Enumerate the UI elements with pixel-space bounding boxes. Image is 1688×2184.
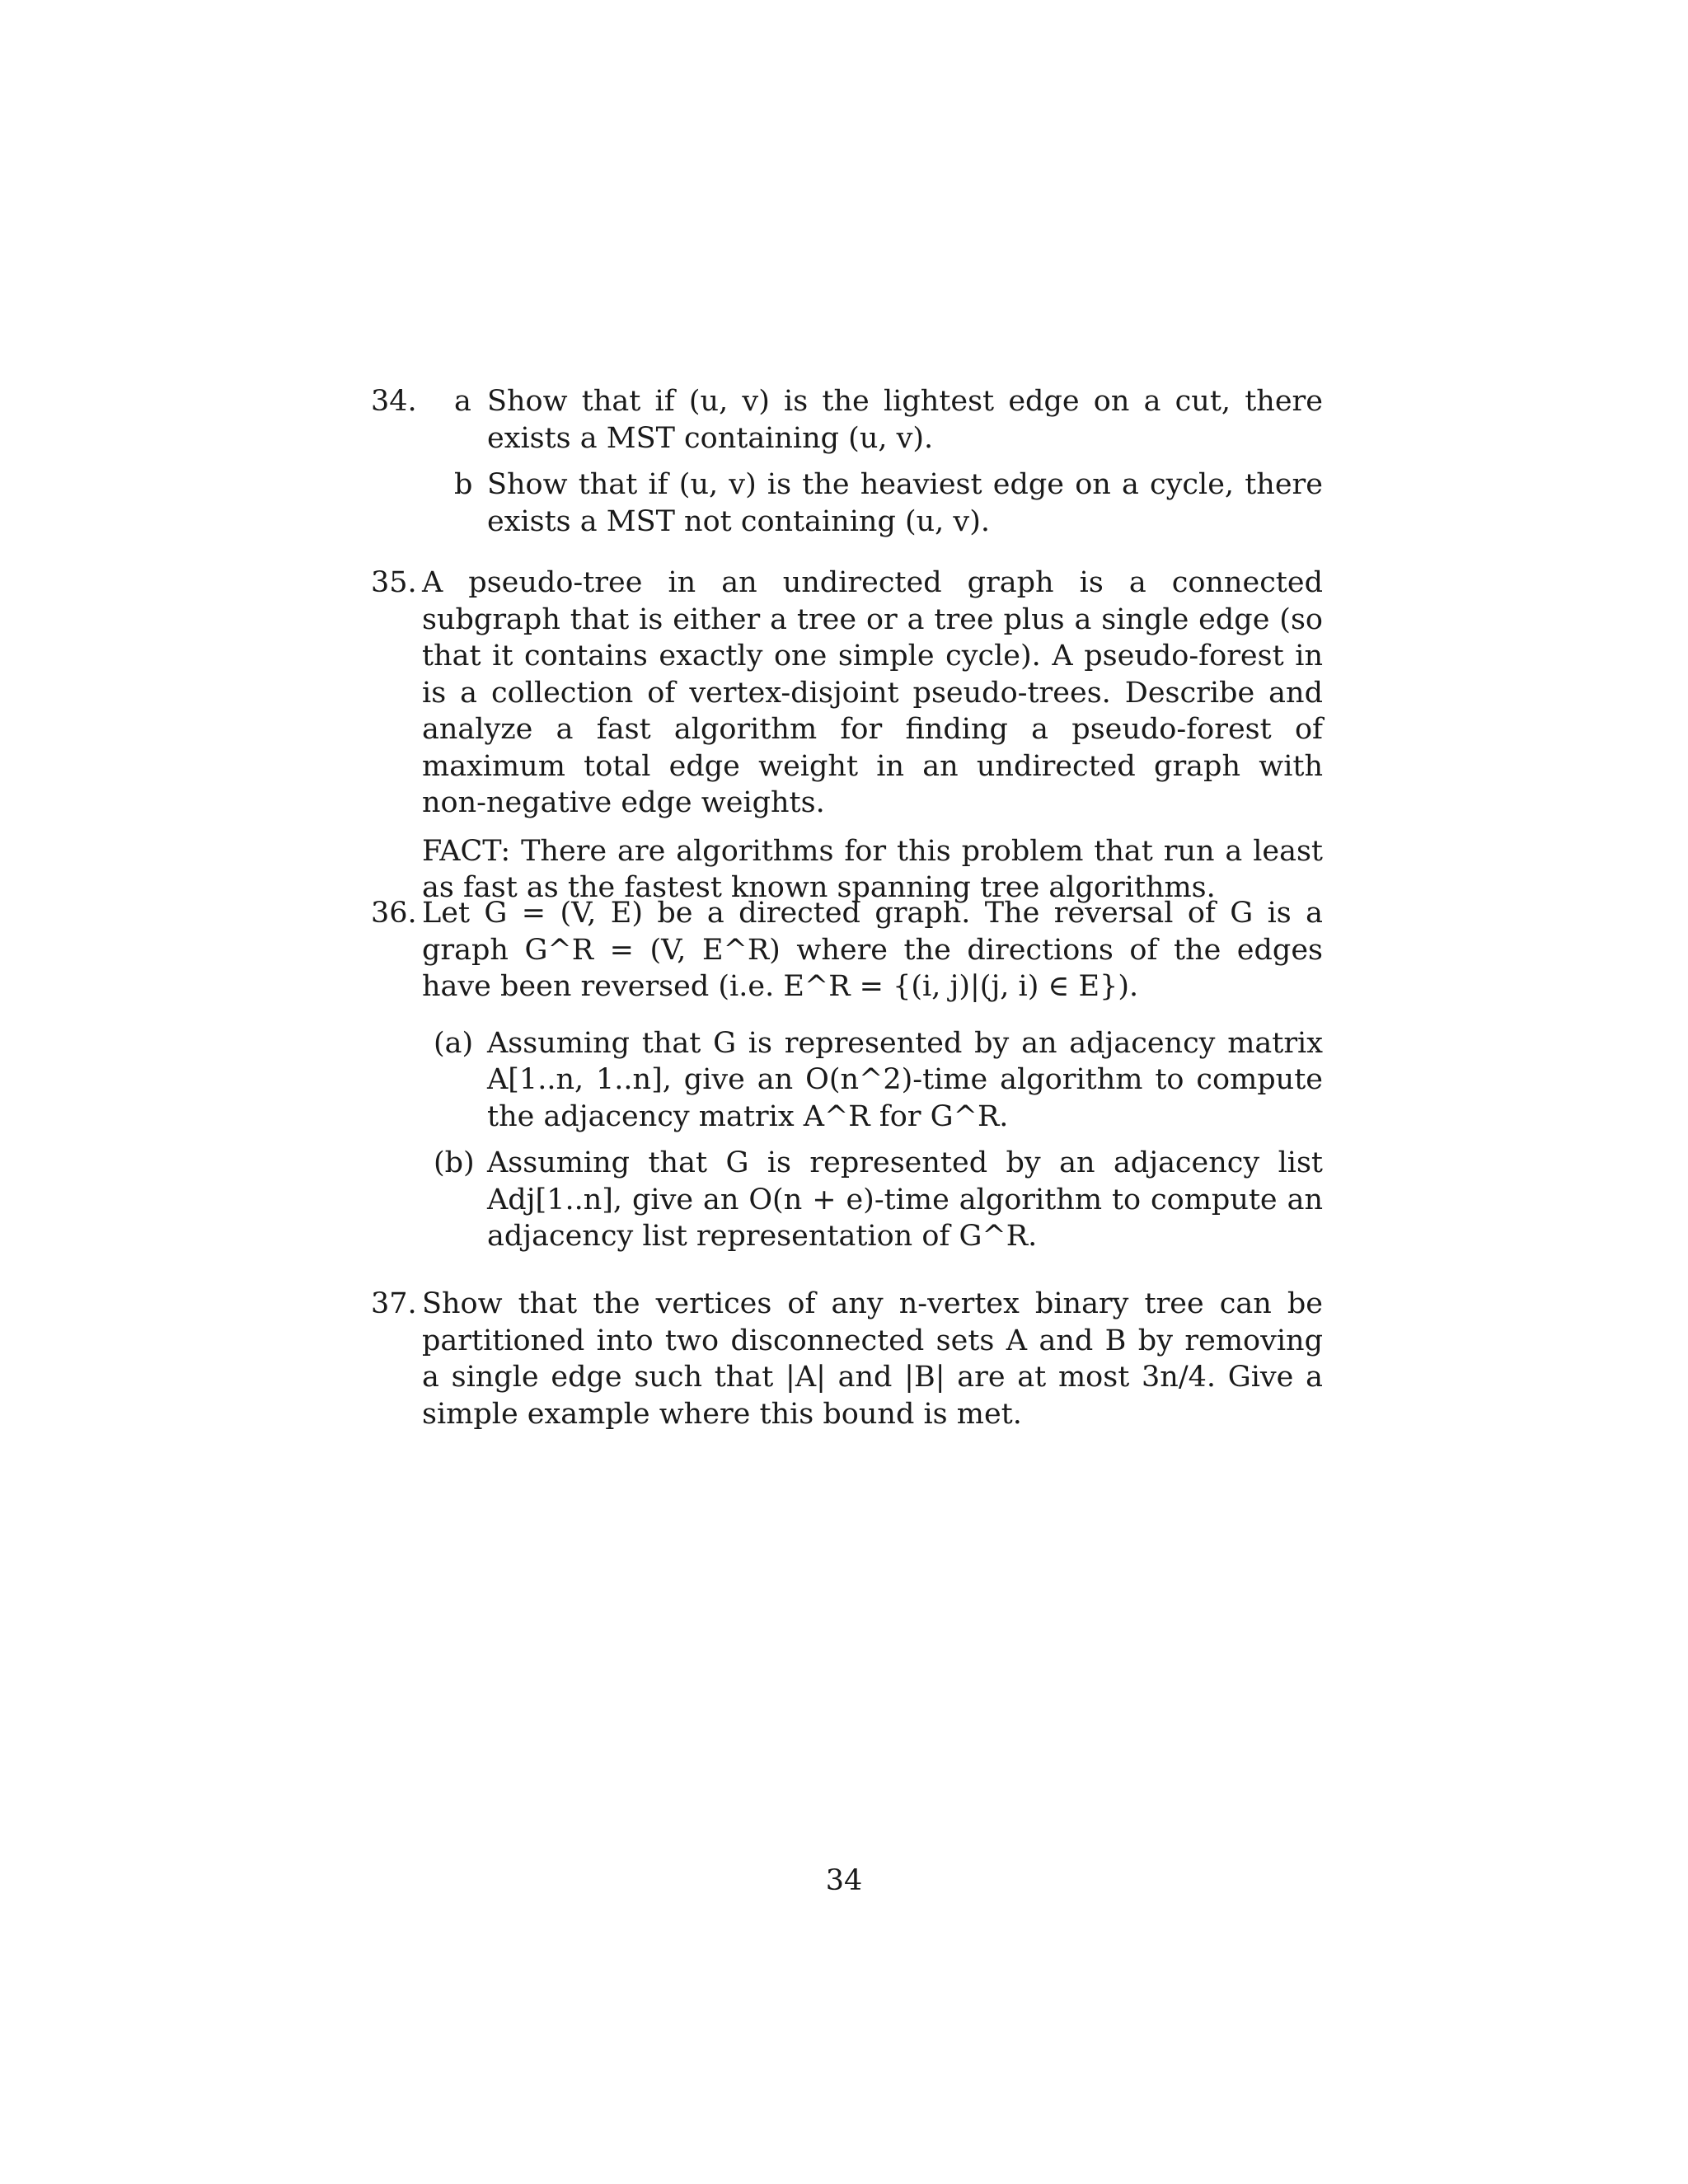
sub-question-b xyxy=(371,466,1323,540)
page-number: 34 xyxy=(825,1864,863,1897)
problem-body xyxy=(422,565,1323,907)
problem-body xyxy=(422,895,1323,1255)
problem-number: 34. xyxy=(371,385,417,418)
problem-text: A pseudo-tree in an undirected graph is a connected subgraph that is either a tree or a tree plus a single edge (so that it contains exactly one simple cycle). A pseudo-forest in is a collection of vertex-disjoint pseudo-trees. Describe and analyze a fast algorithm for finding a pseudo-forest of maximum total edge weight in an undirected graph with non-negative edge weights. xyxy=(422,566,1323,819)
sub-question-text: Show that if (u, v) is the lightest edge on a cut, there exists a MST containing (u, v). xyxy=(487,385,1323,455)
sub-question-b xyxy=(422,1145,1323,1255)
problem-fact: FACT: There are algorithms for this problem that run a least as fast as the fastest known spanning tree algorithms. xyxy=(422,834,1323,904)
problem-37 xyxy=(371,1286,1323,1444)
problem-body xyxy=(371,383,1323,540)
problem-34 xyxy=(371,383,1323,550)
sub-question-text: Assuming that G is represented by an adjacency matrix A[1..n, 1..n], give an O(n^2)-time algorithm to compute the adjacency matrix A^R for G^R. xyxy=(487,1026,1323,1133)
problem-35 xyxy=(371,565,1323,918)
sub-question-a xyxy=(371,383,1323,457)
problem-number: 36. xyxy=(371,897,417,930)
sub-question-label: (a) xyxy=(434,1026,474,1060)
problem-number: 35. xyxy=(371,566,417,599)
sub-question-label: a xyxy=(454,385,471,418)
problem-36 xyxy=(371,895,1323,1265)
sub-question-list xyxy=(371,383,1323,540)
problem-text: Show that the vertices of any n-vertex binary tree can be partitioned into two disconnected sets A and B by removing a single edge such that |A| and |B| are at most 3n/4. Give a simple example where this bound is met. xyxy=(422,1287,1323,1431)
sub-question-text: Show that if (u, v) is the heaviest edge on a cycle, there exists a MST not containing (u, v). xyxy=(487,468,1323,538)
sub-question-text: Assuming that G is represented by an adjacency list Adj[1..n], give an O(n + e)-time algorithm to compute an adjacency list representation of G^R. xyxy=(487,1146,1323,1253)
sub-question-label: b xyxy=(454,468,473,501)
sub-question-list xyxy=(422,1025,1323,1255)
sub-question-a xyxy=(422,1025,1323,1136)
sub-question-label: (b) xyxy=(434,1146,475,1179)
problem-number: 37. xyxy=(371,1287,417,1320)
problem-body xyxy=(422,1286,1323,1432)
problem-intro: Let G = (V, E) be a directed graph. The reversal of G is a graph G^R = (V, E^R) where the directions of the edges have been reversed (i.e. E^R = {(i, j)|(j, i) ∈ E}). xyxy=(422,897,1323,1003)
